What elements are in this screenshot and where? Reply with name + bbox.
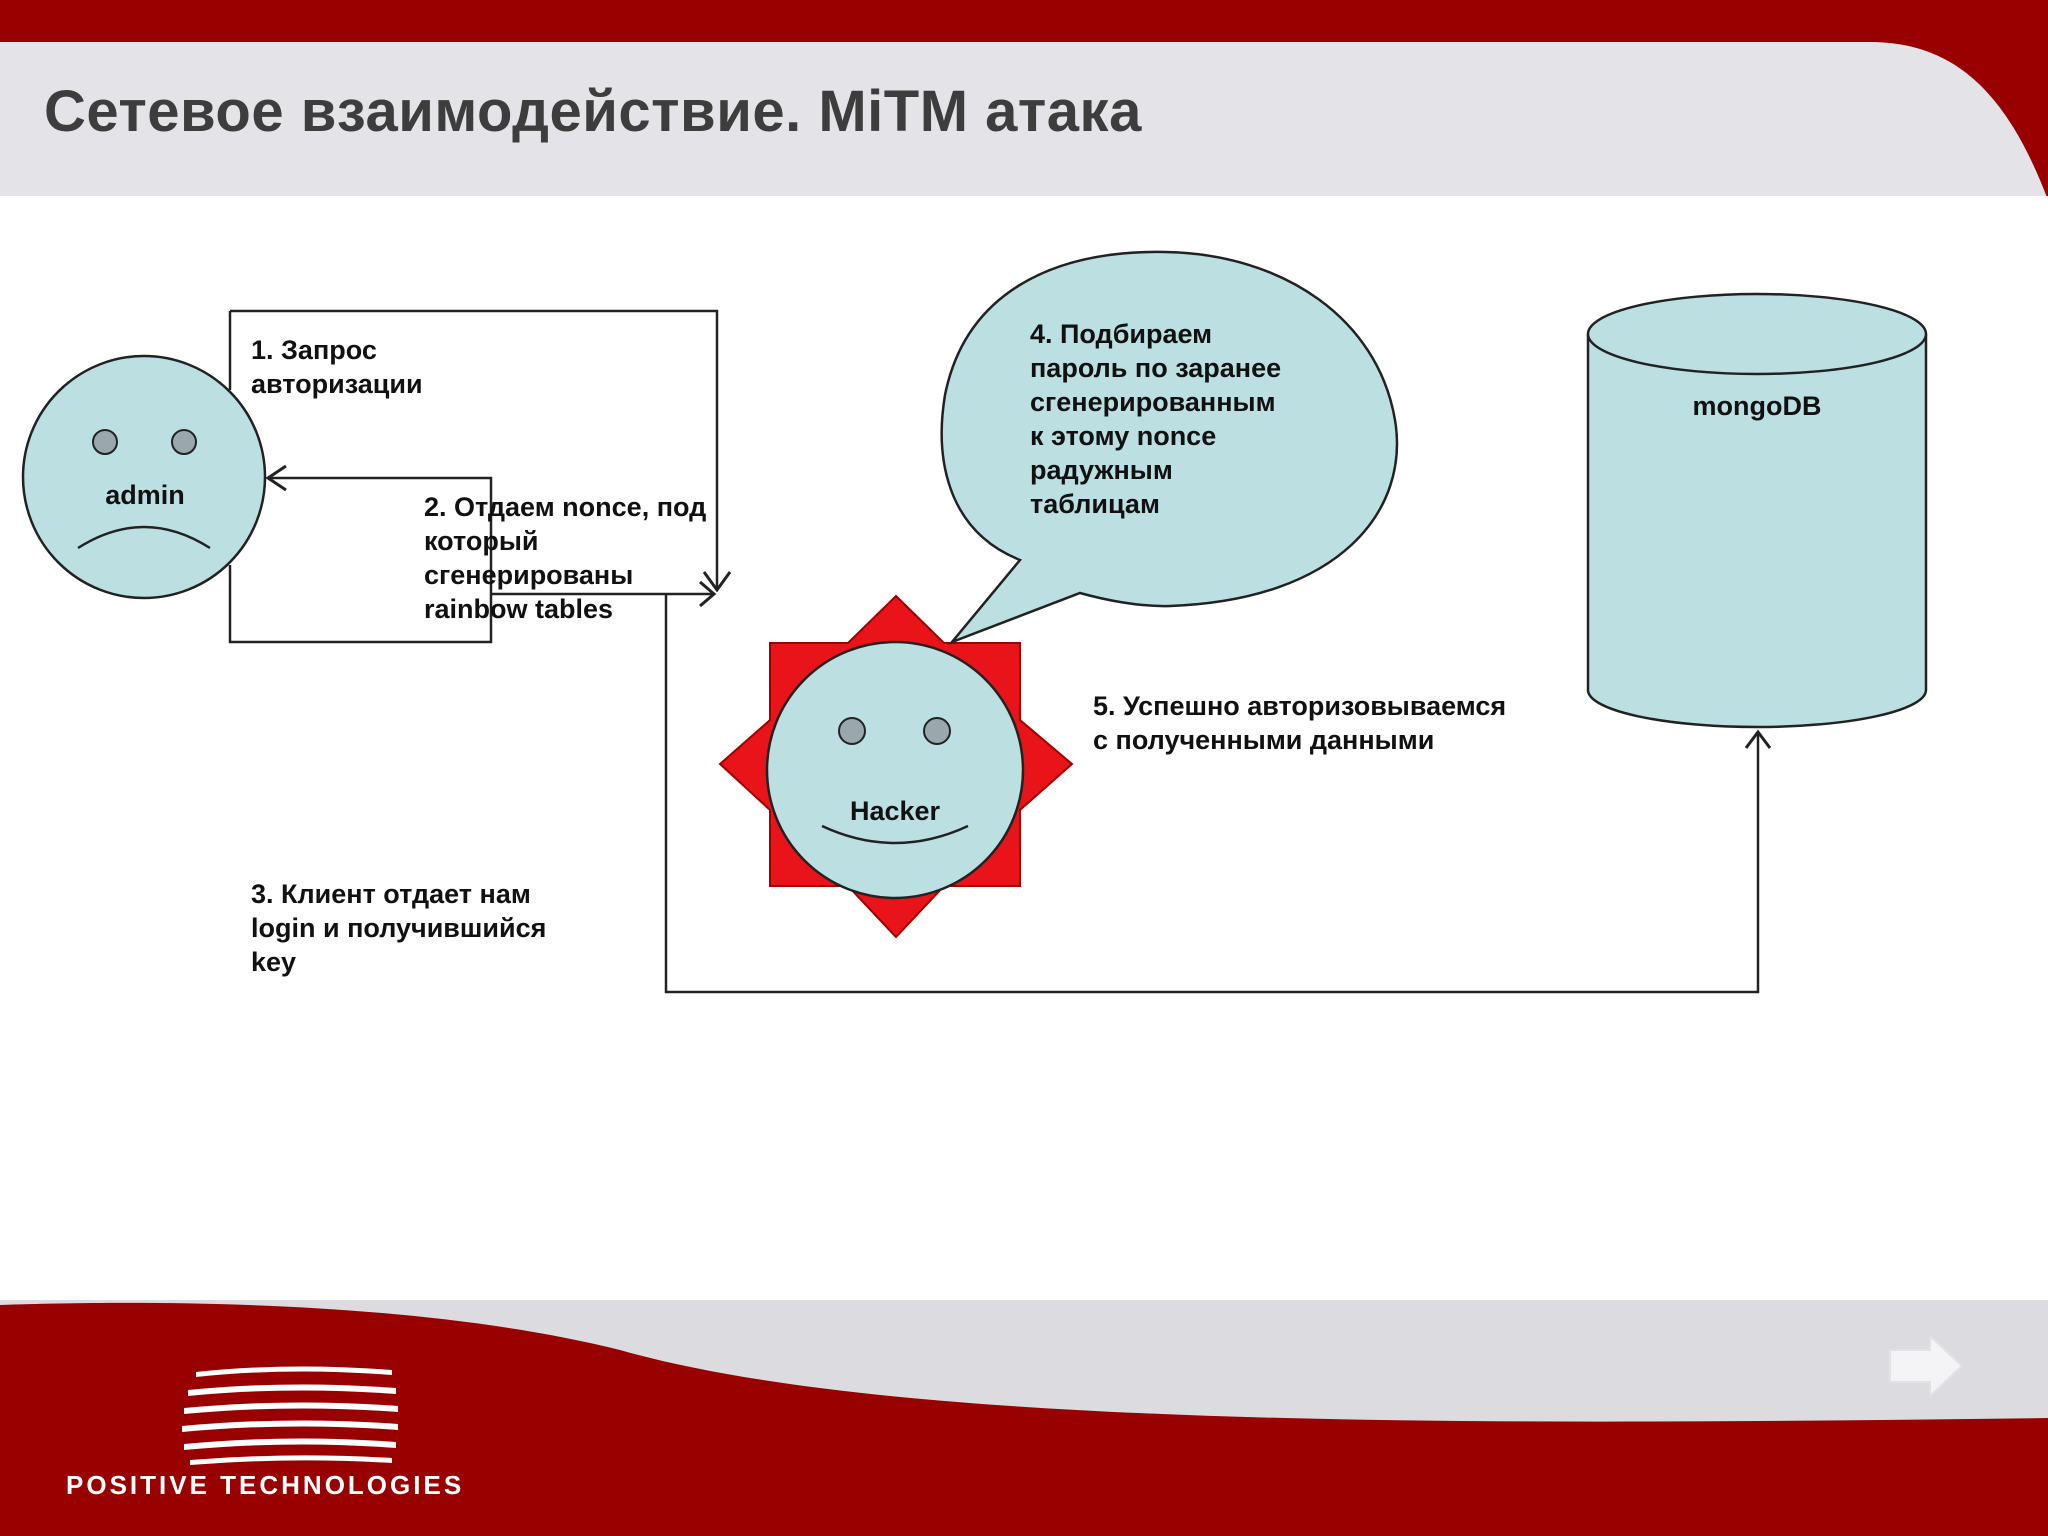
hacker-left-eye [839,718,865,744]
admin-left-eye [93,430,117,454]
step-3-line: login и получившийся [251,913,547,943]
admin-head [23,356,265,598]
step-4-line: радужным [1030,455,1173,485]
mongodb-label: mongoDB [1692,391,1822,421]
step-5-line: 5. Успешно авторизовываемся [1093,691,1507,721]
slide-title: Сетевое взаимодействие. MiTM атака [44,79,1142,144]
step-2-line: сгенерированы [424,560,634,590]
step-1-line: 1. Запрос [251,335,377,365]
step-2-line: 2. Отдаем nonce, под [424,492,707,522]
admin-right-eye [172,430,196,454]
step-2-label [424,490,706,626]
step-4-label [1030,317,1281,521]
step-5-line: с полученными данными [1093,725,1435,755]
admin-face-icon [23,356,265,598]
step-3-line: 3. Клиент отдает нам [251,879,531,909]
step-3-label [251,877,546,979]
step-2-line: который [424,526,539,556]
step-3-line: key [251,947,297,977]
step-1-line: авторизации [251,369,423,399]
admin-label: admin [105,480,185,510]
step-4-line: к этому nonce [1030,421,1217,451]
brand-wordmark: POSITIVE TECHNOLOGIES [66,1470,465,1500]
hacker-label: Hacker [849,796,941,826]
hacker-right-eye [924,718,950,744]
step-4-line: сгенерированным [1030,387,1276,417]
step-4-line: таблицам [1030,489,1160,519]
hacker-head [767,642,1023,898]
step-4-line: пароль по заранее [1030,353,1282,383]
step-4-line: 4. Подбираем [1030,319,1213,349]
step-5-label [1093,689,1506,757]
step-2-line: rainbow tables [424,594,614,624]
hacker-face-icon [720,596,1072,937]
cylinder-top [1588,294,1926,374]
mongodb-cylinder-icon [1588,294,1926,727]
step-1-label [251,333,423,401]
